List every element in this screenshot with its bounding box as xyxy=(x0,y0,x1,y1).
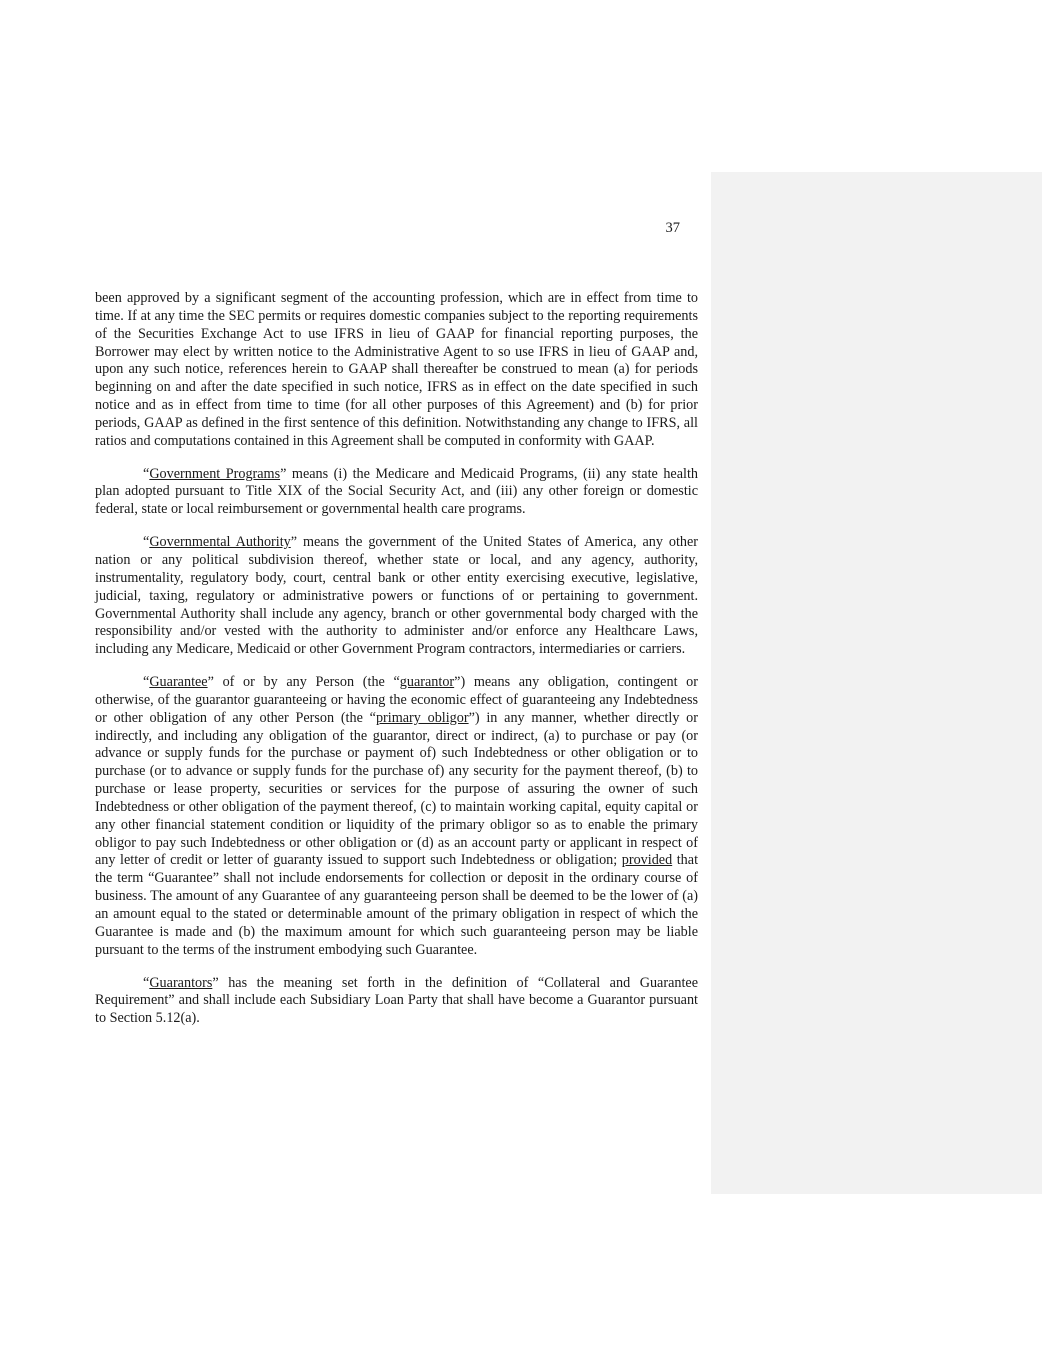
open-quote: “ xyxy=(143,674,150,691)
defined-term: Government Programs xyxy=(149,465,281,482)
definition-text: that the term “Guarantee” shall not include endorsements for collection or deposit in the ordinary course of business. The amount of any Guarantee of any guaranteeing person shall be deemed to be the lower of (a) an amount equal to the stated or determinable amount of the primary obligation in respect of which the Guarantee is made and (b) the maximum amount for which such guaranteeing person may be liable pursuant to the terms of the instrument embodying such Guarantee. xyxy=(95,852,699,958)
definition-guarantee xyxy=(95,674,698,960)
defined-term: primary obligor xyxy=(375,709,469,726)
definition-text: ” means the government of the United States of America, any other nation or any political subdivision thereof, whether state or local, and any agency, authority, instrumentality, regulatory body, court, central bank or other entity exercising executive, legislative, judicial, taxing, regulatory or administrative powers or functions of or pertaining to government. Governmental Authority shall include any agency, branch or other governmental body charged with the responsibility and/or vested with the authority to administer and/or enforce any Healthcare Laws, including any Medicare, Medicaid or other Government Program contractors, intermediaries or carriers. xyxy=(95,534,698,658)
page-number: 37 xyxy=(665,220,680,236)
defined-term: Guarantee xyxy=(149,674,208,691)
defined-term: Guarantors xyxy=(149,974,213,991)
definition-governmental-authority xyxy=(95,534,698,659)
open-quote: “ xyxy=(143,465,150,482)
paragraph-gaap-continuation: been approved by a significant segment of the accounting profession, which are in effect from time to time. If at any time the SEC permits or requires domestic companies subject to the reporting requirements of the Securities Exchange Act to use IFRS in lieu of GAAP for financial reporting purposes, the Borrower may elect by written notice to the Administrative Agent to so use IFRS in lieu of GAAP and, upon any such notice, references herein to GAAP shall thereafter be construed to mean (a) for periods beginning on and after the date specified in such notice, IFRS as in effect on the date specified in such notice and as in effect from time to time (for all other purposes of this Agreement) and (b) for prior periods, GAAP as defined in the first sentence of this definition. Notwithstanding any change to IFRS, all ratios and computations contained in this Agreement shall be computed in conformity with GAAP. xyxy=(95,290,698,449)
definition-guarantors xyxy=(95,975,698,1029)
defined-term: provided xyxy=(621,852,673,869)
definition-text: ” means (i) the Medicare and Medicaid Programs, (ii) any state health plan adopted pursuant to Title XIX of the Social Security Act, and (iii) any other foreign or domestic federal, state or local reimbursement or governmental health care programs. xyxy=(95,465,698,518)
open-quote: “ xyxy=(143,974,150,991)
definition-text: ” of or by any Person (the “ xyxy=(207,674,400,691)
definition-government-programs xyxy=(95,466,698,520)
definition-text: ” has the meaning set forth in the definition of “Collateral and Guarantee Requirement” and shall include each Subsidiary Loan Party that shall have become a Guarantor pursuant to Section 5.12(a). xyxy=(95,974,698,1027)
document-body xyxy=(95,290,698,1043)
open-quote: “ xyxy=(143,534,150,551)
definition-text: ”) in any manner, whether directly or indirectly, and including any obligation of the guarantor, direct or indirect, (a) to purchase or pay (or advance or supply funds for the purchase or payment of) such Indebtedness or other obligation or to purchase (or to advance or supply funds for the purchase of) any security for the payment thereof, (b) to purchase or lease property, securities or services for the purpose of assuring the owner of such Indebtedness or other obligation of the payment thereof, (c) to maintain working capital, equity capital or any other financial statement condition or liquidity of the primary obligor so as to enable the primary obligor to pay such Indebtedness or other obligation or (d) as an account party or applicant in respect of any letter of credit or letter of guaranty issued to support such Indebtedness or obligation; xyxy=(95,709,698,869)
comment-pane xyxy=(711,172,1042,1194)
defined-term: guarantor xyxy=(399,674,455,691)
defined-term: Governmental Authority xyxy=(149,534,291,551)
definition-text: ”) means any obligation, contingent or otherwise, of the guarantor guaranteeing or having the economic effect of guaranteeing any Indebtedness or other obligation of any other Person (the “ xyxy=(95,674,698,726)
